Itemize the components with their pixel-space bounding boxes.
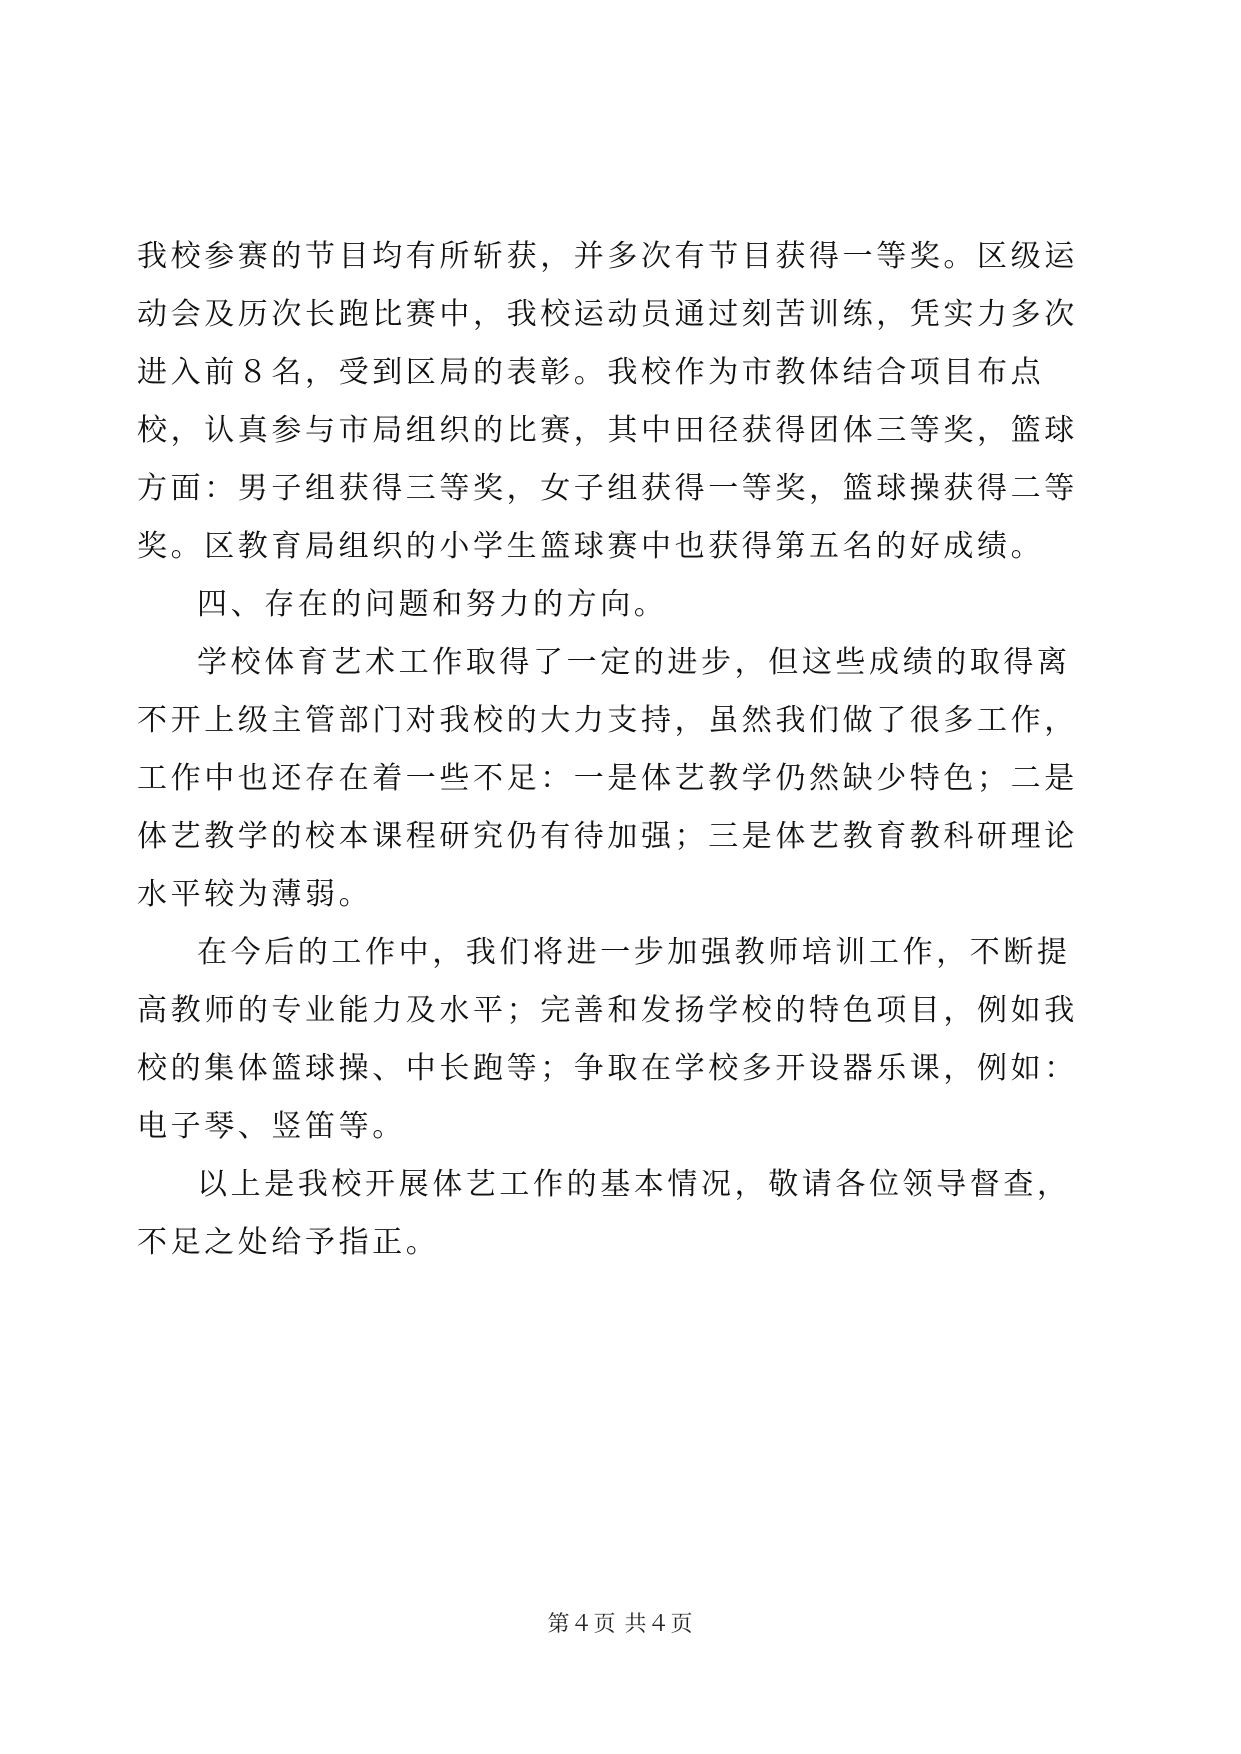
section-heading-problems: 四、存在的问题和努力的方向。 [197, 587, 668, 622]
paragraph-shortcomings: 学校体育艺术工作取得了一定的进步，但这些成绩的取得离不开上级主管部门对我校的大力支持，虽然我们做了很多工作，工作中也还存在着一些不足：一是体艺教学仍然缺少特色；二是体艺教学的校本课程研究仍有待加强；三是体艺教育教科研理论水平较为薄弱。 [137, 645, 1078, 912]
paragraph-awards: 我校参赛的节目均有所斩获，并多次有节目获得一等奖。区级运动会及历次长跑比赛中，我校运动员通过刻苦训练，凭实力多次进入前８名，受到区局的表彰。我校作为市教体结合项目布点校，认真参与市局组织的比赛，其中田径获得团体三等奖，篮球方面：男子组获得三等奖，女子组获得一等奖，篮球操获得二等奖。区教育局组织的小学生篮球赛中也获得第五名的好成绩。 [137, 239, 1078, 564]
document-body [137, 228, 1087, 1272]
paragraph-closing: 以上是我校开展体艺工作的基本情况，敬请各位领导督查，不足之处给予指正。 [137, 1167, 1071, 1260]
paragraph-future-work: 在今后的工作中，我们将进一步加强教师培训工作，不断提高教师的专业能力及水平；完善和发扬学校的特色项目，例如我校的集体篮球操、中长跑等；争取在学校多开设器乐课，例如：电子琴、竖笛等。 [137, 935, 1078, 1144]
page-footer: 第４页 共４页 [547, 1612, 694, 1637]
